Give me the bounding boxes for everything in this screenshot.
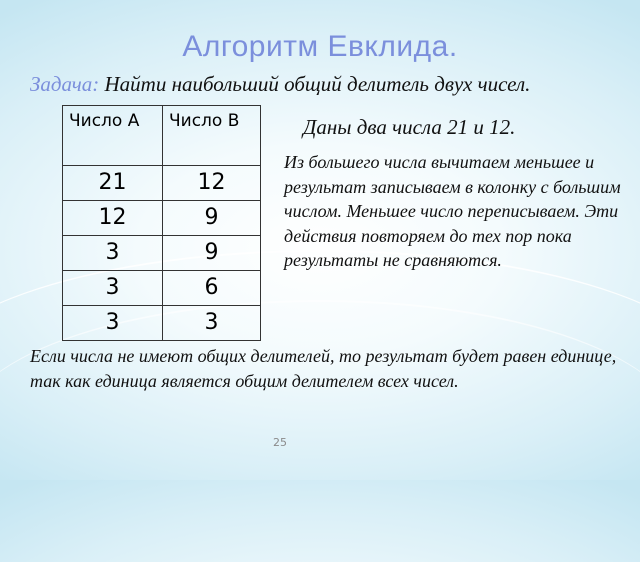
table-row	[63, 306, 261, 341]
table-row	[63, 236, 261, 271]
cell-b: 3	[163, 306, 261, 341]
algorithm-description: Из большего числа вычитаем меньшее и результат записываем в колонку с большим числом. Меньшее число переписываем. Эти действия повторяем до тех пор пока результаты не сравняются.	[284, 152, 621, 270]
column-header-b: Число В	[163, 106, 261, 166]
column-header-a: Число А	[63, 106, 163, 166]
page-number: 25	[273, 436, 287, 449]
euclid-table	[62, 105, 261, 341]
cell-b: 9	[163, 236, 261, 271]
slide-title: Алгоритм Евклида.	[182, 30, 458, 63]
cell-a: 3	[63, 236, 163, 271]
task-text: Найти наибольший общий делитель двух чисел.	[104, 72, 531, 96]
cell-a: 3	[63, 306, 163, 341]
table-row	[63, 271, 261, 306]
cell-a: 12	[63, 201, 163, 236]
task-statement	[30, 72, 530, 97]
table-row	[63, 201, 261, 236]
cell-b: 9	[163, 201, 261, 236]
table-row	[63, 166, 261, 201]
coprime-note: Если числа не имеют общих делителей, то результат будет равен единице, так как единица является общим делителем всех чисел.	[30, 346, 617, 391]
given-numbers: Даны два числа 21 и 12.	[303, 115, 516, 139]
cell-a: 3	[63, 271, 163, 306]
table-header-row	[63, 106, 261, 166]
task-label: Задача:	[30, 72, 100, 96]
cell-b: 6	[163, 271, 261, 306]
cell-a: 21	[63, 166, 163, 201]
cell-b: 12	[163, 166, 261, 201]
